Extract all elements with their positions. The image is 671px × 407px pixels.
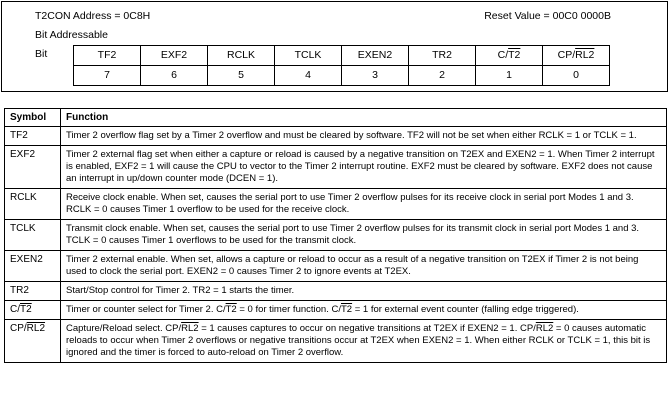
table-row bbox=[5, 282, 667, 301]
table-row bbox=[5, 251, 667, 282]
symbol-cell: C/T2 bbox=[5, 301, 61, 320]
function-cell: Timer 2 external enable. When set, allows a capture or reload to occur as a result of a negative transition on T2EX if Timer 2 is not being used to clock the serial port. EXEN2 = 0 causes Timer 2 to ignore events at T2EX. bbox=[61, 251, 667, 282]
symbol-cell: EXEN2 bbox=[5, 251, 61, 282]
table-row bbox=[5, 189, 667, 220]
bit-number-cell: 4 bbox=[275, 66, 342, 86]
function-cell: Timer 2 external flag set when either a capture or reload is caused by a negative transition on T2EX and EXEN2 = 1. When Timer 2 interrupt is enabled, EXF2 = 1 will cause the CPU to vector to the Timer 2 interrupt routine. EXF2 must be cleared by software. EXF2 does not cause an interrupt in up/down counter mode (DCEN = 1). bbox=[61, 146, 667, 189]
bit-name-cell: TF2 bbox=[74, 46, 141, 66]
bit-number-cell: 5 bbox=[208, 66, 275, 86]
bit-names-row bbox=[74, 46, 610, 66]
function-cell: Receive clock enable. When set, causes the serial port to use Timer 2 overflow pulses for its receive clock in serial port Modes 1 and 3. RCLK = 0 causes Timer 1 overflow to be used for the receive clock. bbox=[61, 189, 667, 220]
function-cell: Timer 2 overflow flag set by a Timer 2 overflow and must be cleared by software. TF2 will not be set when either RCLK = 1 or TCLK = 1. bbox=[61, 127, 667, 146]
bit-numbers-row bbox=[74, 66, 610, 86]
bit-name-cell: RCLK bbox=[208, 46, 275, 66]
table-row bbox=[5, 301, 667, 320]
reset-value: Reset Value = 00C0 0000B bbox=[484, 10, 611, 22]
bit-name-cell: CP/RL2 bbox=[543, 46, 610, 66]
symbol-cell: TF2 bbox=[5, 127, 61, 146]
bit-name-cell: TCLK bbox=[275, 46, 342, 66]
function-cell: Transmit clock enable. When set, causes the serial port to use Timer 2 overflow pulses for its transmit clock in serial port Modes 1 and 3. TCLK = 0 causes Timer 1 overflows to be used for the transmit clock. bbox=[61, 220, 667, 251]
symbol-cell: TR2 bbox=[5, 282, 61, 301]
bit-number-cell: 1 bbox=[476, 66, 543, 86]
function-cell: Capture/Reload select. CP/RL2 = 1 causes captures to occur on negative transitions at T2EX if EXEN2 = 1. CP/RL2 = 0 causes automatic reloads to occur when Timer 2 overflows or negative transitions occur at T2EX when EXEN2 = 1. When either RCLK or TCLK = 1, this bit is ignored and the timer is forced to auto-reload on Timer 2 overflow. bbox=[61, 320, 667, 363]
bit-number-cell: 2 bbox=[409, 66, 476, 86]
bit-name-cell: EXF2 bbox=[141, 46, 208, 66]
bit-name-cell: TR2 bbox=[409, 46, 476, 66]
bit-number-cell: 7 bbox=[74, 66, 141, 86]
bit-label: Bit bbox=[35, 48, 48, 60]
table-row bbox=[5, 220, 667, 251]
symbol-cell: TCLK bbox=[5, 220, 61, 251]
bit-name-cell: C/T2 bbox=[476, 46, 543, 66]
function-table bbox=[4, 108, 667, 363]
function-cell: Timer or counter select for Timer 2. C/T2 = 0 for timer function. C/T2 = 1 for external event counter (falling edge triggered). bbox=[61, 301, 667, 320]
bit-number-cell: 6 bbox=[141, 66, 208, 86]
symbol-cell: CP/RL2 bbox=[5, 320, 61, 363]
bit-number-cell: 3 bbox=[342, 66, 409, 86]
bit-number-cell: 0 bbox=[543, 66, 610, 86]
function-header: Function bbox=[61, 109, 667, 127]
symbol-cell: RCLK bbox=[5, 189, 61, 220]
bit-addressable-label: Bit Addressable bbox=[35, 29, 108, 41]
table-row bbox=[5, 127, 667, 146]
bit-grid bbox=[73, 45, 610, 86]
symbol-header: Symbol bbox=[5, 109, 61, 127]
register-box bbox=[1, 1, 668, 92]
register-title: T2CON Address = 0C8H bbox=[35, 10, 151, 22]
table-header-row bbox=[5, 109, 667, 127]
function-cell: Start/Stop control for Timer 2. TR2 = 1 starts the timer. bbox=[61, 282, 667, 301]
table-row bbox=[5, 320, 667, 363]
bit-name-cell: EXEN2 bbox=[342, 46, 409, 66]
table-row bbox=[5, 146, 667, 189]
symbol-cell: EXF2 bbox=[5, 146, 61, 189]
